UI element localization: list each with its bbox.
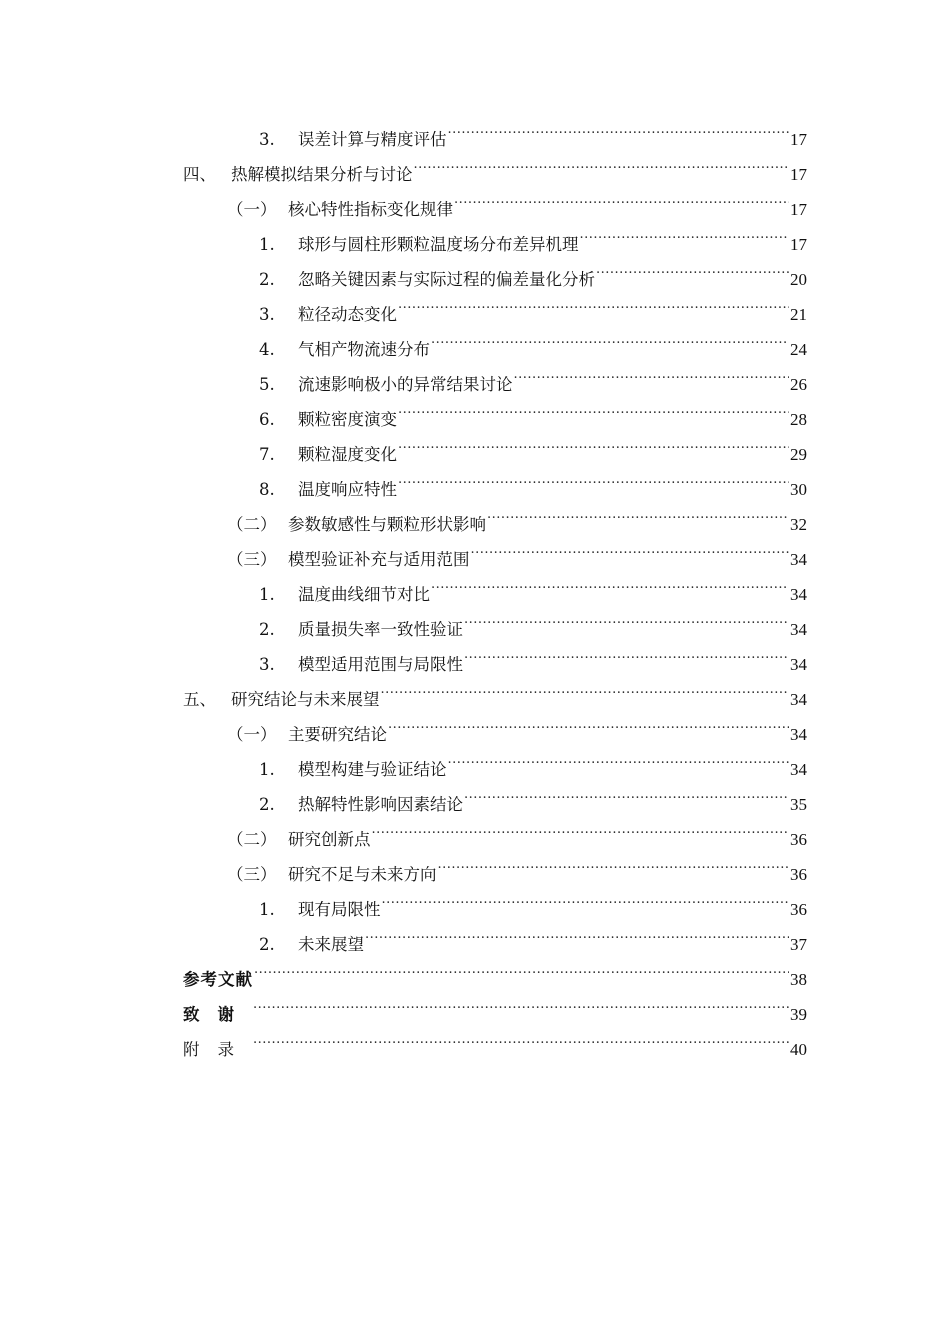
toc-entry-page-number: 26 xyxy=(790,375,807,394)
toc-entry-title: 气相产物流速分布 xyxy=(298,340,430,359)
toc-entry-page-number: 28 xyxy=(790,410,807,429)
dot-leader xyxy=(471,530,790,565)
dot-leader xyxy=(438,845,790,880)
toc-entry-page-number: 40 xyxy=(790,1040,807,1059)
toc-entry-title: 研究创新点 xyxy=(288,830,371,849)
toc-entry-page-number: 34 xyxy=(790,620,807,639)
table-of-contents xyxy=(183,110,807,1059)
toc-entry-title: 温度曲线细节对比 xyxy=(298,585,430,604)
toc-entry-page-number: 35 xyxy=(790,795,807,814)
dot-leader xyxy=(382,880,790,915)
dot-leader xyxy=(431,565,789,600)
dot-leader xyxy=(398,285,789,320)
dot-leader xyxy=(381,670,790,705)
toc-entry-number: 2. xyxy=(259,270,275,289)
toc-entry-number: （三） xyxy=(227,865,277,884)
toc-entry-number: 四、 xyxy=(183,165,216,184)
dot-leader xyxy=(580,215,790,250)
toc-entry-page-number: 30 xyxy=(790,480,807,499)
dot-leader xyxy=(398,460,789,495)
toc-entry-number: 7. xyxy=(259,445,275,464)
toc-entry-title: 参数敏感性与颗粒形状影响 xyxy=(288,515,486,534)
toc-entry-title: 质量损失率一致性验证 xyxy=(298,620,463,639)
dot-leader xyxy=(414,145,790,180)
toc-entry-title: 误差计算与精度评估 xyxy=(298,130,447,149)
toc-entry[interactable] xyxy=(183,1020,807,1059)
toc-entry-page-number: 17 xyxy=(790,130,807,149)
toc-entry-title: 核心特性指标变化规律 xyxy=(288,200,453,219)
dot-leader xyxy=(448,110,790,145)
dot-leader xyxy=(398,390,789,425)
toc-entry-number: 8. xyxy=(259,480,275,499)
dot-leader xyxy=(372,810,790,845)
toc-entry-title: 流速影响极小的异常结果讨论 xyxy=(298,375,513,394)
toc-entry-title: 模型构建与验证结论 xyxy=(298,760,447,779)
toc-entry-number: 五、 xyxy=(183,690,216,709)
toc-entry-page-number: 20 xyxy=(790,270,807,289)
toc-entry[interactable] xyxy=(183,110,807,149)
toc-entry-number: （一） xyxy=(227,725,277,744)
toc-entry-page-number: 37 xyxy=(790,935,807,954)
toc-entry-title: 颗粒密度演变 xyxy=(298,410,397,429)
toc-entry-page-number: 32 xyxy=(790,515,807,534)
toc-entry-number: （二） xyxy=(227,515,277,534)
toc-entry-title: 参考文献 xyxy=(183,970,253,989)
toc-entry-title: 球形与圆柱形颗粒温度场分布差异机理 xyxy=(298,235,579,254)
toc-entry-title: 研究不足与未来方向 xyxy=(288,865,437,884)
dot-leader xyxy=(596,250,789,285)
toc-entry-title: 未来展望 xyxy=(298,935,364,954)
dot-leader xyxy=(464,635,789,670)
toc-entry-title: 主要研究结论 xyxy=(288,725,387,744)
toc-entry-page-number: 21 xyxy=(790,305,807,324)
toc-entry-number: 3. xyxy=(259,655,275,674)
toc-entry-title: 颗粒湿度变化 xyxy=(298,445,397,464)
toc-entry-page-number: 38 xyxy=(790,970,807,989)
toc-entry-page-number: 17 xyxy=(790,235,807,254)
toc-entry-page-number: 34 xyxy=(790,690,807,709)
toc-entry-title: 致谢 xyxy=(183,1005,252,1024)
dot-leader xyxy=(487,495,789,530)
dot-leader xyxy=(254,950,789,985)
toc-entry-title: 模型验证补充与适用范围 xyxy=(288,550,470,569)
toc-entry-number: （一） xyxy=(227,200,277,219)
dot-leader xyxy=(253,1020,789,1055)
toc-entry-page-number: 34 xyxy=(790,655,807,674)
dot-leader xyxy=(454,180,789,215)
toc-entry-title: 热解特性影响因素结论 xyxy=(298,795,463,814)
toc-entry-page-number: 36 xyxy=(790,830,807,849)
dot-leader xyxy=(448,740,790,775)
toc-entry-number: 1. xyxy=(259,900,275,919)
dot-leader xyxy=(431,320,789,355)
toc-entry-title: 模型适用范围与局限性 xyxy=(298,655,463,674)
toc-entry-number: 1. xyxy=(259,235,275,254)
dot-leader xyxy=(388,705,789,740)
toc-entry-title: 热解模拟结果分析与讨论 xyxy=(231,165,413,184)
toc-entry-title: 温度响应特性 xyxy=(298,480,397,499)
toc-entry-page-number: 24 xyxy=(790,340,807,359)
toc-entry-title: 现有局限性 xyxy=(298,900,381,919)
dot-leader xyxy=(398,425,789,460)
toc-entry-page-number: 39 xyxy=(790,1005,807,1024)
toc-entry-page-number: 34 xyxy=(790,585,807,604)
dot-leader xyxy=(514,355,790,390)
toc-entry-page-number: 34 xyxy=(790,550,807,569)
toc-entry-number: 2. xyxy=(259,795,275,814)
toc-entry[interactable] xyxy=(183,985,807,1024)
toc-entry-page-number: 36 xyxy=(790,865,807,884)
toc-entry-page-number: 34 xyxy=(790,725,807,744)
toc-entry-title: 忽略关键因素与实际过程的偏差量化分析 xyxy=(298,270,595,289)
toc-entry-number: （二） xyxy=(227,830,277,849)
toc-entry-title: 研究结论与未来展望 xyxy=(231,690,380,709)
toc-entry-number: 1. xyxy=(259,585,275,604)
toc-entry-number: 2. xyxy=(259,620,275,639)
toc-entry-number: 3. xyxy=(259,130,275,149)
toc-entry-page-number: 17 xyxy=(790,200,807,219)
toc-entry-number: 2. xyxy=(259,935,275,954)
toc-entry[interactable] xyxy=(183,950,807,989)
dot-leader xyxy=(464,600,789,635)
dot-leader xyxy=(365,915,789,950)
toc-entry-number: 5. xyxy=(259,375,275,394)
toc-entry-title: 附录 xyxy=(183,1040,252,1059)
toc-entry-number: （三） xyxy=(227,550,277,569)
toc-entry-title: 粒径动态变化 xyxy=(298,305,397,324)
toc-entry-number: 1. xyxy=(259,760,275,779)
toc-entry-number: 3. xyxy=(259,305,275,324)
toc-entry-page-number: 29 xyxy=(790,445,807,464)
toc-entry-page-number: 17 xyxy=(790,165,807,184)
dot-leader xyxy=(464,775,789,810)
toc-entry-page-number: 34 xyxy=(790,760,807,779)
toc-entry-number: 6. xyxy=(259,410,275,429)
toc-entry-number: 4. xyxy=(259,340,275,359)
toc-entry-page-number: 36 xyxy=(790,900,807,919)
dot-leader xyxy=(253,985,789,1020)
